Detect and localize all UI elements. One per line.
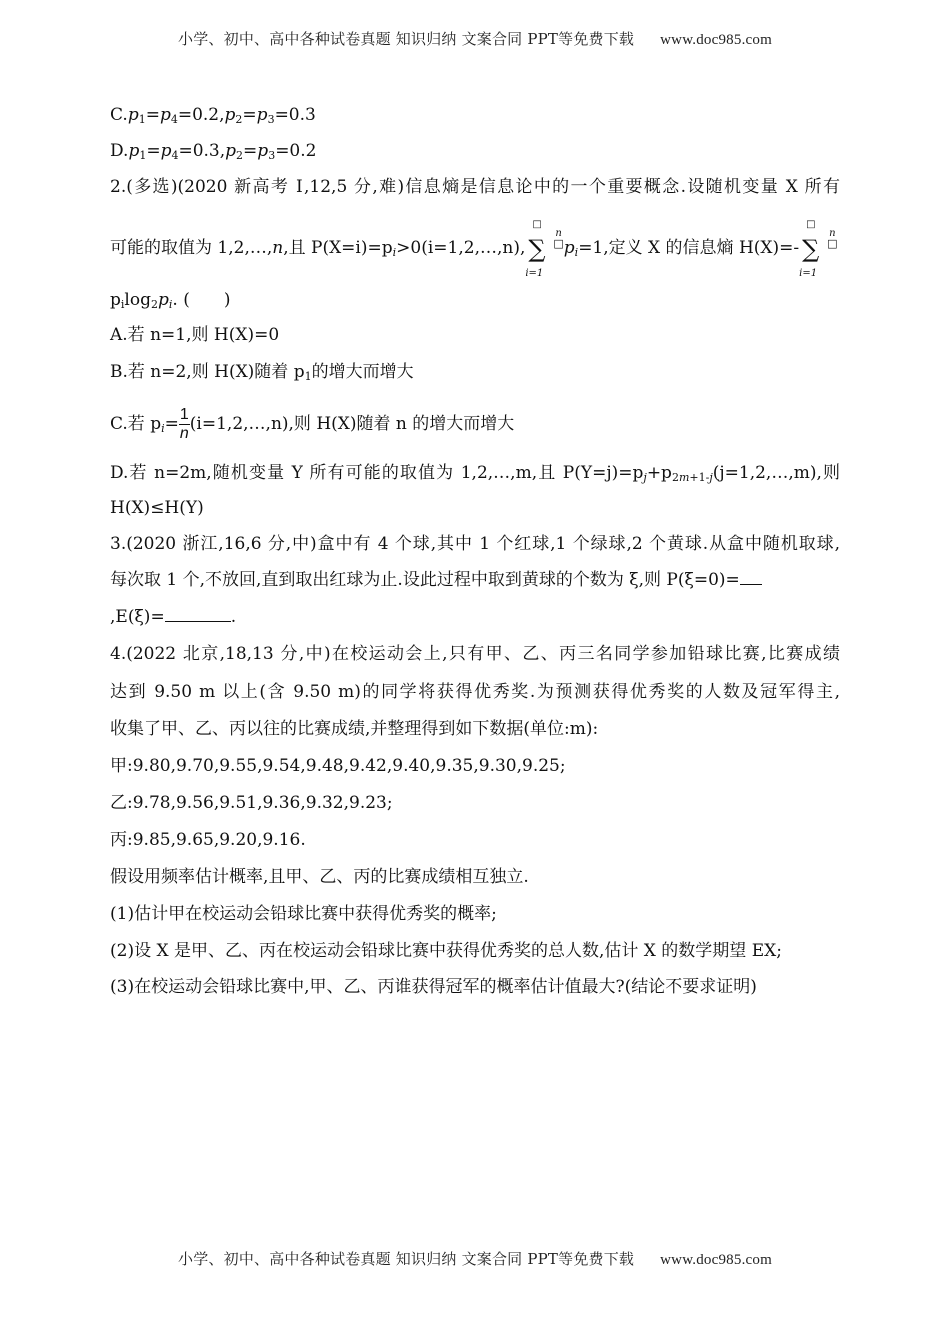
q3-line1: 3.(2020 浙江,16,6 分,中)盒中有 4 个球,其中 1 个红球,1 个绿球,2 个黄球.从盒中随机取球,	[110, 534, 840, 554]
q4-line3: 收集了甲、乙、丙以往的比赛成绩,并整理得到如下数据(单位:m):	[110, 719, 599, 739]
footer-url[interactable]: www.doc985.com	[660, 1252, 772, 1268]
q4-line2: 达到 9.50 m 以上(含 9.50 m)的同学将获得优秀奖.为预测获得优秀奖的人数及冠军得主,	[110, 682, 840, 702]
q2-stem-line1: 2.(多选)(2020 新高考 Ⅰ,12,5 分,难)信息熵是信息论中的一个重要概念.设随机变量 X 所有	[110, 177, 840, 197]
q4-line1: 4.(2022 北京,18,13 分,中)在校运动会上,只有甲、乙、丙三名同学参加铅球比赛,比赛成绩	[110, 644, 840, 664]
q2-stem-line3: $p_i\log_2p_i$. ( )	[110, 290, 231, 311]
q2-option-c: C.若 $p_i=$ $\frac{1}{n}$ (i=1,2,…,n),则 H(X)随着 n 的增大而增大	[110, 406, 515, 442]
q4-part-1: (1)估计甲在校运动会铅球比赛中获得优秀奖的概率;	[110, 904, 497, 924]
summation-symbol: □ ∑ i=1	[525, 218, 546, 279]
q1-option-d: $D.p_1=p_4=0.3,p_2=p_3=0.2$	[110, 141, 317, 162]
q1-option-c: $C.p_1=p_4=0.2,p_2=p_3=0.3$	[110, 105, 316, 126]
q2-option-d-line2: H(X)≤H(Y)	[110, 498, 204, 518]
q2-option-b: B.若 n=2,则 H(X)随着 $p_1$的增大而增大	[110, 362, 414, 383]
q4-data-yi: 乙:9.78,9.56,9.51,9.36,9.32,9.23;	[110, 793, 393, 813]
header-url[interactable]: www.doc985.com	[660, 32, 772, 48]
q3-line3: ,E(ξ)= .	[110, 607, 237, 627]
q4-part-2: (2)设 X 是甲、乙、丙在校运动会铅球比赛中获得优秀奖的总人数,估计 X 的数学期望 EX;	[110, 941, 782, 961]
q4-data-jia: 甲:9.80,9.70,9.55,9.54,9.48,9.42,9.40,9.35,9.30,9.25;	[110, 756, 566, 776]
page-header	[0, 28, 950, 49]
q4-assumption: 假设用频率估计概率,且甲、乙、丙的比赛成绩相互独立.	[110, 867, 529, 887]
q4-part-3: (3)在校运动会铅球比赛中,甲、乙、丙谁获得冠军的概率估计值最大?(结论不要求证明)	[110, 977, 757, 997]
fraction-1-over-n: $\frac{1}{n}$	[179, 406, 189, 442]
page-footer	[0, 1248, 950, 1269]
q2-stem-line2: 可能的取值为 1,2,…,n,且 $P(X=i)=p_i>0(i=1,2,\dots,n)$, □ ∑ i=1 $^{n □}p_i=1$,定义 X 的信息熵 H(X)=- □ ∑ i=1 $^{n □}$	[110, 218, 838, 279]
header-text: 小学、初中、高中各种试卷真题 知识归纳 文案合同 PPT等免费下载	[178, 30, 635, 48]
summation-symbol-2: □ ∑ i=1	[799, 218, 820, 279]
q3-line2: 每次取 1 个,不放回,直到取出红球为止.设此过程中取到黄球的个数为 ξ,则 P(ξ=0)=	[110, 568, 840, 592]
q4-data-bing: 丙:9.85,9.65,9.20,9.16.	[110, 830, 306, 850]
q2-option-d-line1: D.若 n=2m,随机变量 Y 所有可能的取值为 1,2,…,m,且 $P(Y=j)=p_j+p_{2m+1-j}(j=1,2,\dots,m)$,则	[110, 463, 840, 484]
q2-option-a: A.若 n=1,则 H(X)=0	[110, 325, 280, 345]
footer-text: 小学、初中、高中各种试卷真题 知识归纳 文案合同 PPT等免费下载	[178, 1250, 635, 1268]
